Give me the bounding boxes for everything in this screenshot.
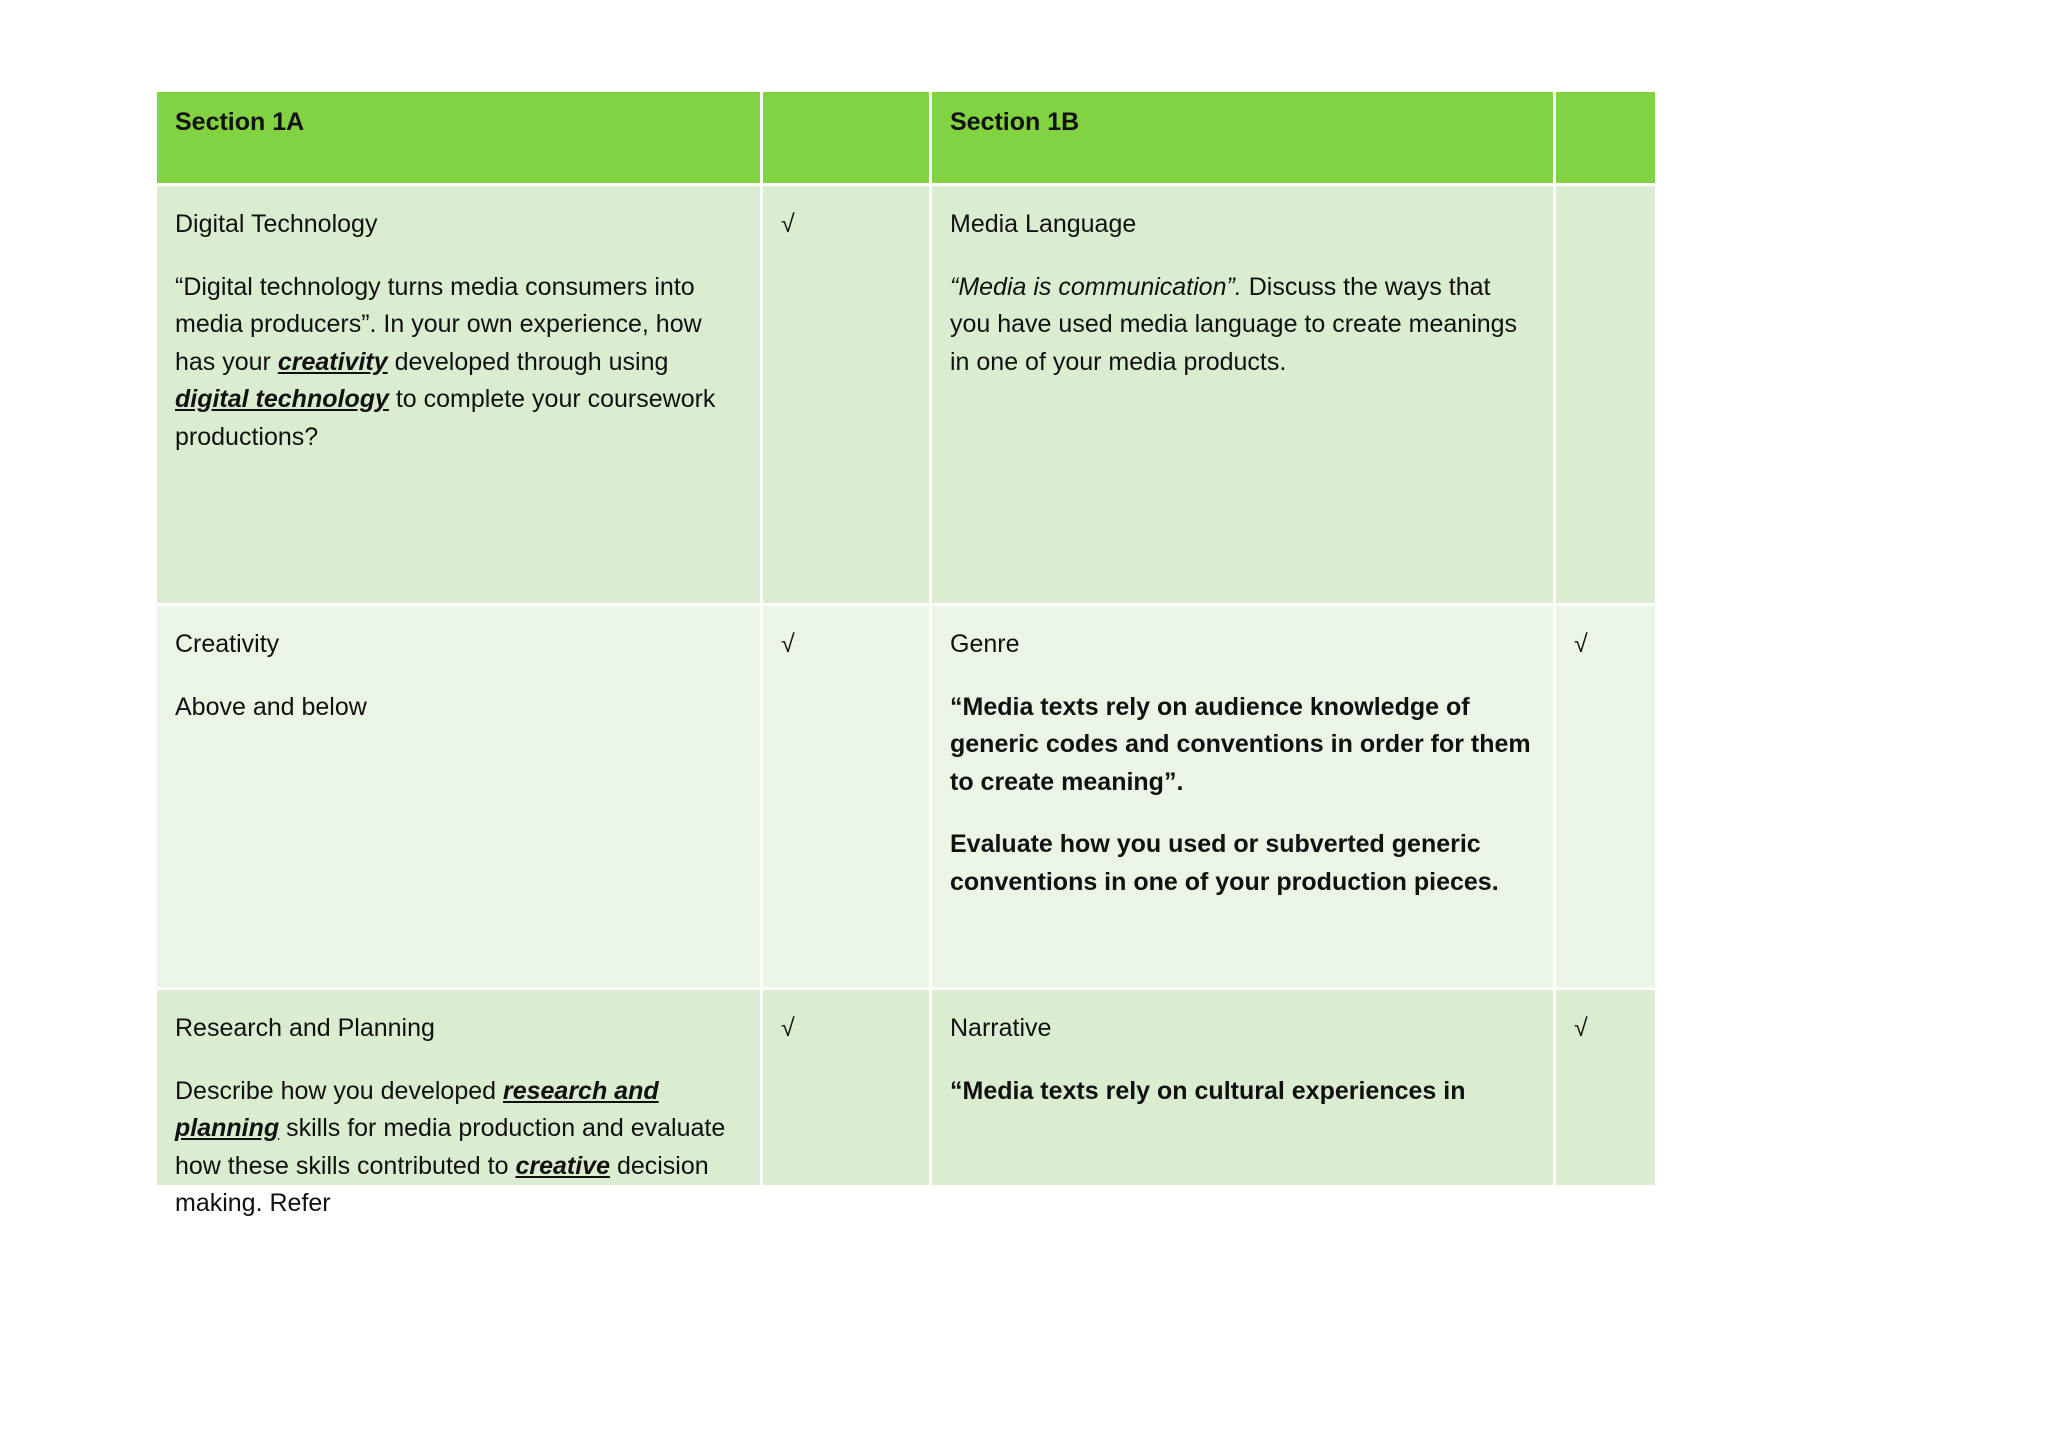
cell-research-planning [157, 990, 760, 1217]
check-cell [1556, 990, 1655, 1185]
cell-narrative [932, 990, 1553, 1185]
check-mark: √ [1574, 1014, 1588, 1042]
cell-title: Narrative [950, 1014, 1052, 1042]
question-text-part: Discuss the ways that you have used media language to create meanings in one of your media products. [950, 272, 1518, 376]
header-check-1b [1556, 92, 1655, 183]
quote-italic: “Media is communication”. [950, 272, 1242, 301]
question-text [175, 1073, 742, 1223]
question-text: Evaluate how you used or subverted generic conventions in one of your production pieces. [950, 830, 1499, 896]
cell-title: Digital Technology [175, 210, 378, 238]
header-check-1a [763, 92, 929, 183]
check-cell [763, 606, 929, 987]
question-text-part: skills for media production and evaluate how these skills contributed to [175, 1114, 726, 1180]
emphasis-digital-technology: digital technology [175, 385, 389, 413]
emphasis-creativity: creativity [277, 347, 388, 376]
question-text-part: “Digital technology turns media consumers into media producers”. In your own experience, how has your [175, 272, 702, 376]
emphasis-research-planning: research and planning [175, 1076, 659, 1142]
question-text-part: developed through using [387, 347, 669, 376]
check-cell [1556, 606, 1655, 987]
cell-creativity [157, 606, 760, 987]
cell-genre [932, 606, 1553, 987]
cell-media-language [932, 186, 1553, 603]
cell-title: Research and Planning [175, 1014, 435, 1042]
check-mark: √ [781, 1014, 795, 1042]
header-section-1b-label: Section 1B [950, 108, 1080, 136]
check-cell [763, 990, 929, 1185]
question-quote: “Media texts rely on cultural experiences in [950, 1076, 1466, 1105]
cell-title: Genre [950, 630, 1020, 658]
question-text [175, 269, 742, 457]
header-section-1b [932, 92, 1553, 183]
cell-title: Media Language [950, 210, 1137, 238]
header-section-1a [157, 92, 760, 183]
cell-digital-technology [157, 186, 760, 603]
check-mark: √ [781, 210, 795, 238]
check-mark: √ [781, 630, 795, 658]
check-mark: √ [1574, 630, 1588, 658]
question-text [950, 269, 1535, 382]
question-text-part: Describe how you developed [175, 1076, 503, 1105]
question-text: Above and below [175, 692, 367, 721]
cell-title: Creativity [175, 630, 280, 658]
assessment-table [157, 92, 1646, 1217]
emphasis-creative: creative [515, 1151, 610, 1180]
header-section-1a-label: Section 1A [175, 108, 305, 136]
question-text-part: to complete your coursework productions? [175, 385, 716, 451]
question-quote: “Media texts rely on audience knowledge of generic codes and conventions in order for them to create meaning”. [950, 692, 1531, 796]
check-cell [763, 186, 929, 603]
check-cell [1556, 186, 1655, 603]
question-text-part: decision making. Refer [175, 1151, 709, 1217]
